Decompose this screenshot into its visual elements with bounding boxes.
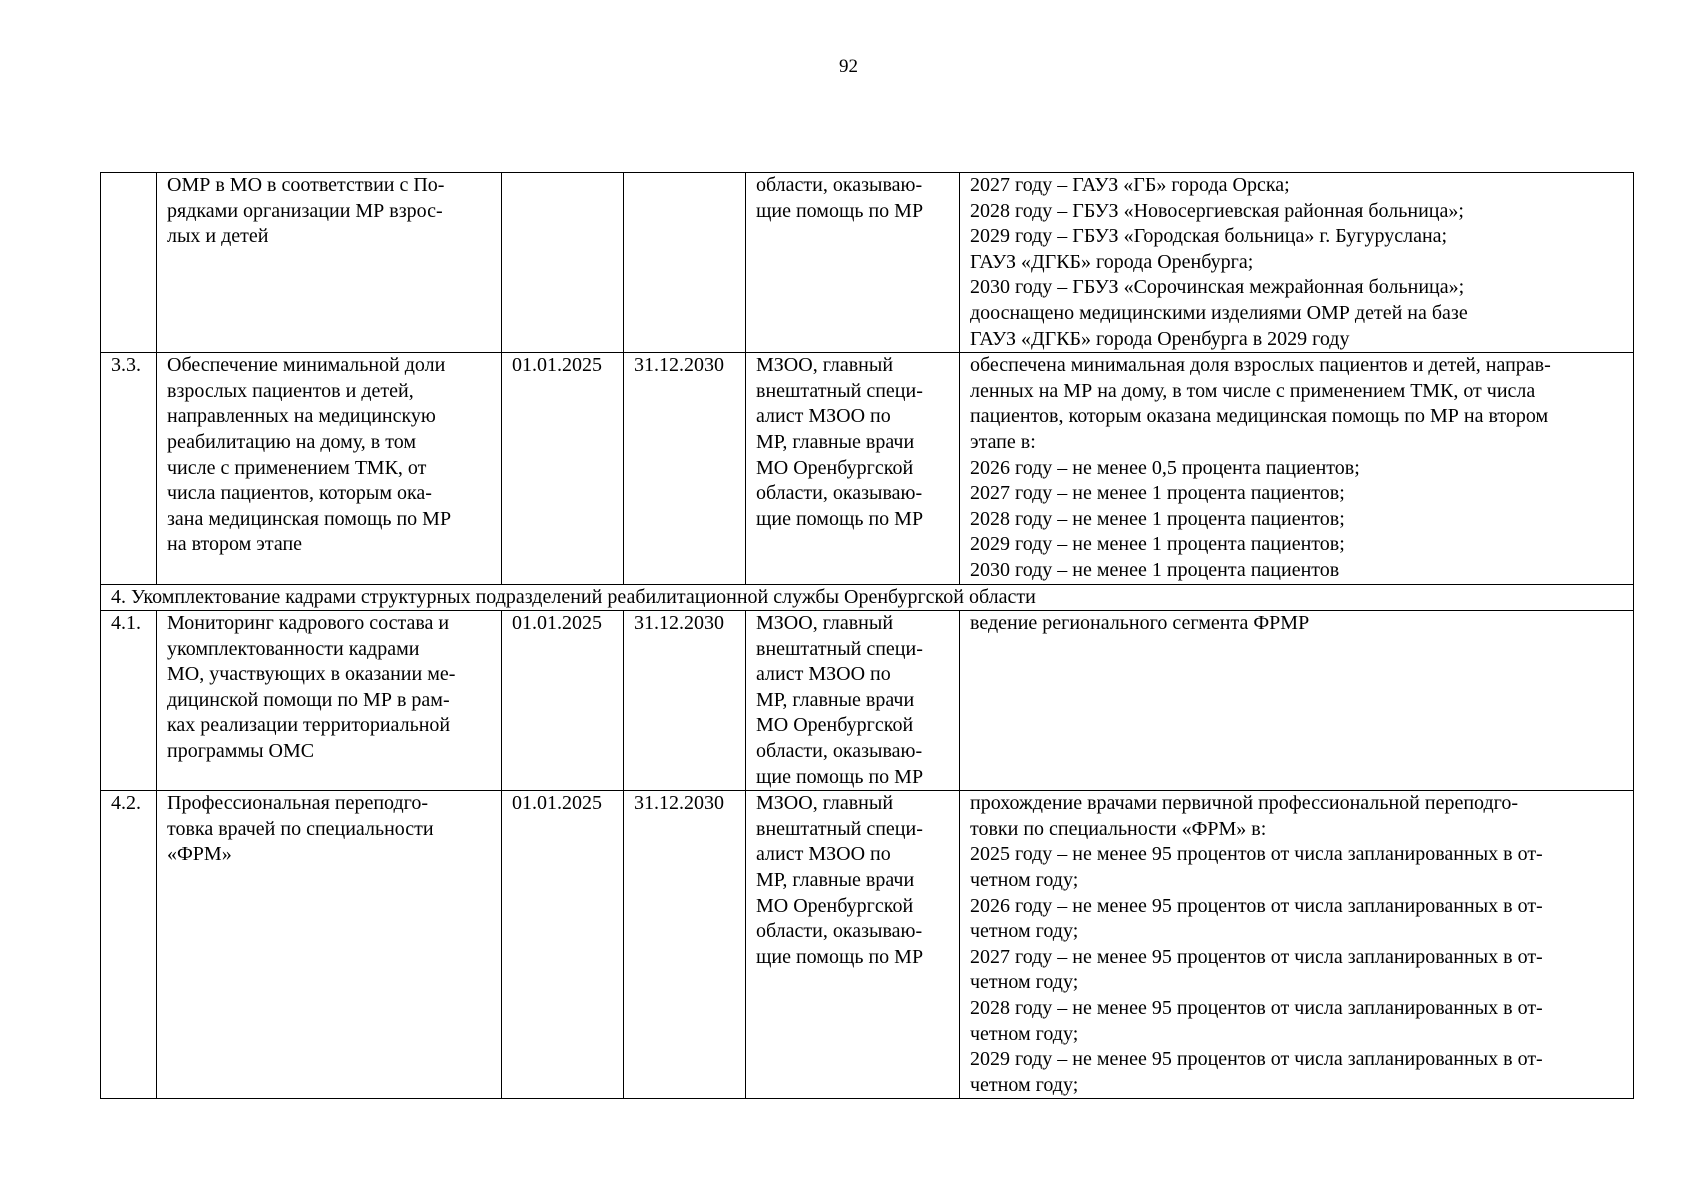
- page-number: 92: [839, 56, 858, 77]
- end-date-cell: 31.12.2030: [624, 611, 746, 791]
- item-number-cell: [101, 173, 157, 353]
- section-heading-row: [101, 584, 1634, 611]
- executors-cell: МЗОО, главный внештатный специ- алист МЗОО по МР, главные врачи МО Оренбургской области, оказываю- щие помощь по МР: [746, 791, 960, 1099]
- item-number-cell: 3.3.: [101, 353, 157, 584]
- measure-title-cell: Профессиональная переподго- товка врачей по специальности «ФРМ»: [157, 791, 502, 1099]
- table-row: [101, 791, 1634, 1099]
- measure-title-cell: Мониторинг кадрового состава и укомплектованности кадрами МО, участвующих в оказании ме- дицинской помощи по МР в рам- ках реализации территориальной программы ОМС: [157, 611, 502, 791]
- result-cell: ведение регионального сегмента ФРМР: [960, 611, 1634, 791]
- table-row: [101, 173, 1634, 353]
- action-plan-table: [100, 172, 1634, 1099]
- measure-title-cell: Обеспечение минимальной доли взрослых пациентов и детей, направленных на медицинскую реабилитацию на дому, в том числе с применением ТМК, от числа пациентов, которым ока- зана медицинская помощь по МР на втором этапе: [157, 353, 502, 584]
- item-number-cell: 4.1.: [101, 611, 157, 791]
- result-cell: 2027 году – ГАУЗ «ГБ» города Орска; 2028 году – ГБУЗ «Новосергиевская районная больница»; 2029 году – ГБУЗ «Городская больница» г. Бугуруслана; ГАУЗ «ДГКБ» города Оренбурга; 2030 году – ГБУЗ «Сорочинская межрайонная больница»; дооснащено медицинскими изделиями ОМР детей на базе ГАУЗ «ДГКБ» города Оренбурга в 2029 году: [960, 173, 1634, 353]
- end-date-cell: 31.12.2030: [624, 791, 746, 1099]
- executors-cell: МЗОО, главный внештатный специ- алист МЗОО по МР, главные врачи МО Оренбургской области, оказываю- щие помощь по МР: [746, 353, 960, 584]
- result-cell: прохождение врачами первичной профессиональной переподго- товки по специальности «ФРМ» в: 2025 году – не менее 95 процентов от числа запланированных в от- четном году; 2026 году – не менее 95 процентов от числа запланированных в от- четном году; 2027 году – не менее 95 процентов от числа запланированных в от- четном году; 2028 году – не менее 95 процентов от числа запланированных в от- четном году; 2029 году – не менее 95 процентов от числа запланированных в от- четном году;: [960, 791, 1634, 1099]
- start-date-cell: [502, 173, 624, 353]
- start-date-cell: 01.01.2025: [502, 611, 624, 791]
- end-date-cell: [624, 173, 746, 353]
- end-date-cell: 31.12.2030: [624, 353, 746, 584]
- executors-cell: области, оказываю- щие помощь по МР: [746, 173, 960, 353]
- section-heading: 4. Укомплектование кадрами структурных подразделений реабилитационной службы Оренбургской области: [101, 584, 1634, 611]
- table-row: [101, 353, 1634, 584]
- item-number-cell: 4.2.: [101, 791, 157, 1099]
- result-cell: обеспечена минимальная доля взрослых пациентов и детей, направ- ленных на МР на дому, в том числе с применением ТМК, от числа пациентов, которым оказана медицинская помощь по МР на втором этапе в: 2026 году – не менее 0,5 процента пациентов; 2027 году – не менее 1 процента пациентов; 2028 году – не менее 1 процента пациентов; 2029 году – не менее 1 процента пациентов; 2030 году – не менее 1 процента пациентов: [960, 353, 1634, 584]
- table-row: [101, 611, 1634, 791]
- measure-title-cell: ОМР в МО в соответствии с По- рядками организации МР взрос- лых и детей: [157, 173, 502, 353]
- executors-cell: МЗОО, главный внештатный специ- алист МЗОО по МР, главные врачи МО Оренбургской области, оказываю- щие помощь по МР: [746, 611, 960, 791]
- start-date-cell: 01.01.2025: [502, 353, 624, 584]
- start-date-cell: 01.01.2025: [502, 791, 624, 1099]
